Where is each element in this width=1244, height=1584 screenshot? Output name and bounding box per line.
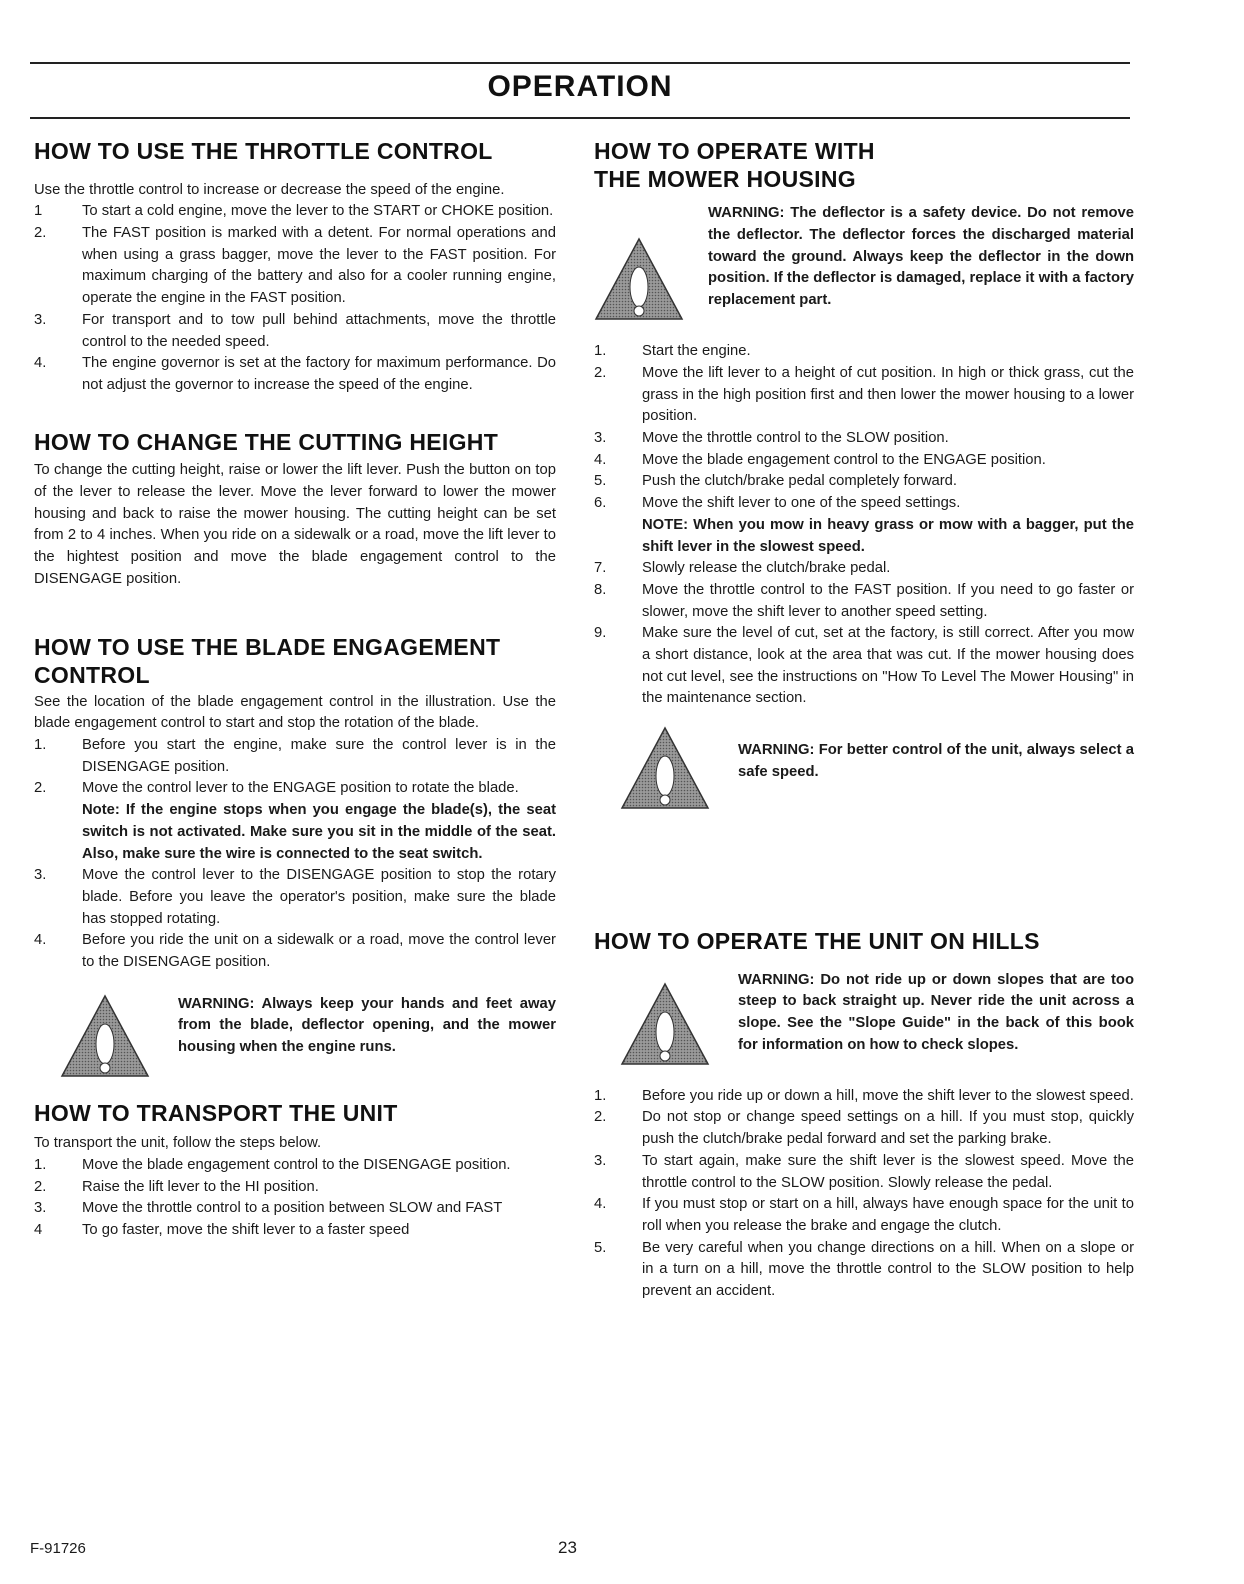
step-text: Move the blade engagement control to the DISENGAGE position.	[82, 1157, 511, 1174]
blade-warning-text: WARNING: Always keep your hands and feet away from the blade, deflector opening, and the mower housing when the engine runs.	[178, 995, 556, 1056]
step-number: 3.	[34, 311, 47, 328]
step-text: Move the shift lever to one of the speed settings.	[642, 495, 961, 512]
list-item	[34, 1177, 556, 1199]
step-text: Move the throttle control to a position between SLOW and FAST	[82, 1200, 503, 1217]
step-text: Move the blade engagement control to the ENGAGE position.	[642, 451, 1046, 468]
list-item	[34, 1198, 556, 1220]
step-number: 2.	[594, 1109, 607, 1126]
page-number: 23	[558, 1538, 577, 1557]
hills-heading: HOW TO OPERATE THE UNIT ON HILLS	[594, 928, 1040, 955]
step-number: 2.	[34, 780, 47, 797]
list-item	[594, 363, 1134, 428]
safe-speed-warning	[594, 726, 1134, 810]
list-item	[34, 223, 556, 310]
list-item	[34, 353, 556, 396]
step-text: Before you ride the unit on a sidewalk or a road, move the control lever to the DISENGAGE position.	[82, 932, 556, 971]
step-text: To go faster, move the shift lever to a faster speed	[82, 1222, 410, 1239]
step-number: 2.	[34, 1178, 47, 1195]
warning-icon	[620, 982, 710, 1066]
deflector-warning-text: WARNING: The deflector is a safety device. Do not remove the deflector. The deflector forces the discharged material toward the ground. Always keep the deflector in the down position. If the deflector is damaged, replace it with a factory replacement part.	[708, 205, 1134, 308]
list-item	[594, 1107, 1134, 1150]
list-item	[34, 1155, 556, 1177]
warning-icon	[60, 994, 150, 1078]
step-text: Move the lift lever to a height of cut position. In high or thick grass, cut the grass in the high position first and then lower the mower housing to a lower position.	[642, 364, 1134, 425]
step-number: 4	[34, 1222, 43, 1239]
mower-housing-heading: HOW TO OPERATE WITH THE MOWER HOUSING	[594, 138, 875, 192]
list-item	[594, 493, 1134, 558]
page-title: OPERATION	[487, 70, 673, 103]
title-rule	[30, 117, 1130, 119]
step-text: Before you start the engine, make sure the control lever is in the DISENGAGE position.	[82, 737, 556, 775]
step-text: Move the control lever to the ENGAGE position to rotate the blade.	[82, 780, 519, 797]
step-text: To start a cold engine, move the lever to the START or CHOKE position.	[82, 203, 554, 220]
throttle-steps	[34, 201, 556, 396]
step-number: 8.	[594, 581, 607, 598]
left-column	[34, 138, 556, 1242]
step-text: The FAST position is marked with a detent. For normal operations and when using a grass bagger, move the lever to the FAST position. For maximum charging of the battery and also for a cooler running engine, operate the engine in the FAST position.	[82, 225, 556, 307]
transport-heading: HOW TO TRANSPORT THE UNIT	[34, 1099, 398, 1126]
blade-engagement-section	[34, 634, 556, 1077]
step-number: 4.	[34, 932, 47, 949]
throttle-section	[34, 138, 556, 397]
step-text: Move the throttle control to the SLOW position.	[642, 430, 949, 446]
step-number: 4.	[594, 1196, 607, 1213]
document-code: F-91726	[30, 1540, 86, 1557]
list-item	[34, 735, 556, 778]
hills-section	[594, 928, 1134, 1303]
cutting-height-text: To change the cutting height, raise or lower the lift lever. Push the button on top of the lever to release the lever. Move the lever forward to lower the mower housing and back to raise the mower housing. The cutting height can be set from 2 to 4 inches. When you ride on a sidewalk or a road, move the lift lever to the hightest position and move the blade engagement control to the DISENGAGE position.	[34, 462, 556, 587]
warning-icon	[594, 237, 684, 321]
list-item	[594, 580, 1134, 623]
list-item	[594, 1194, 1134, 1237]
slope-warning	[594, 970, 1134, 1066]
list-item	[34, 201, 556, 223]
step-number: 1	[34, 203, 43, 220]
step-number: 2.	[594, 364, 607, 381]
list-item	[594, 558, 1134, 580]
right-column	[594, 138, 1134, 1303]
step-number: 7.	[594, 560, 607, 577]
blade-engagement-intro: See the location of the blade engagement control in the illustration. Use the blade engagement control to start and stop the rotation of the blade.	[34, 693, 556, 732]
step-number: 1.	[594, 1087, 607, 1104]
warning-icon	[620, 726, 710, 810]
step-text: Before you ride up or down a hill, move the shift lever to the slowest speed.	[642, 1087, 1134, 1104]
list-item	[594, 1086, 1134, 1108]
step-text: Be very careful when you change directions on a hill. When on a slope or in a turn on a hill, move the throttle control to the SLOW position to help prevent an accident.	[642, 1239, 1134, 1300]
step-text: Move the control lever to the DISENGAGE position to stop the rotary blade. Before you leave the operator's position, make sure the blade has stopped rotating.	[82, 867, 556, 927]
step-number: 3.	[594, 430, 607, 446]
step-number: 3.	[34, 1200, 47, 1217]
step-number: 5.	[594, 473, 607, 490]
mower-housing-section	[594, 138, 1134, 810]
list-item	[34, 778, 556, 865]
step-number: 1.	[594, 343, 607, 360]
blade-engagement-steps	[34, 735, 556, 974]
step-text: Make sure the level of cut, set at the factory, is still correct. After you mow a short distance, look at the area that was cut. If the mower housing does not cut level, see the instructions on "How To Level The Mower Housing" in the maintenance section.	[642, 625, 1134, 707]
throttle-heading: HOW TO USE THE THROTTLE CONTROL	[34, 138, 493, 164]
transport-section	[34, 1100, 556, 1242]
step-number: 6.	[594, 495, 607, 512]
step-note: Note: If the engine stops when you engage the blade(s), the seat switch is not activated. Make sure you sit in the middle of the seat. Also, make sure the wire is connected to the seat switch.	[82, 802, 556, 862]
list-item	[594, 341, 1134, 363]
top-rule	[30, 62, 1130, 64]
step-number: 2.	[34, 225, 47, 241]
step-text: Move the throttle control to the FAST position. If you need to go faster or slower, move the shift lever to another speed setting.	[642, 581, 1134, 620]
mower-housing-steps	[594, 341, 1134, 710]
blade-engagement-heading: HOW TO USE THE BLADE ENGAGEMENT CONTROL	[34, 634, 501, 689]
step-text: Start the engine.	[642, 343, 751, 360]
list-item	[594, 471, 1134, 493]
step-number: 3.	[594, 1152, 607, 1169]
step-note: NOTE: When you mow in heavy grass or mow with a bagger, put the shift lever in the slowest speed.	[642, 516, 1134, 555]
step-number: 4.	[34, 355, 47, 372]
step-number: 5.	[594, 1239, 607, 1256]
hills-steps	[594, 1086, 1134, 1303]
step-text: Slowly release the clutch/brake pedal.	[642, 560, 891, 577]
step-text: If you must stop or start on a hill, always have enough space for the unit to roll when you release the brake and engage the clutch.	[642, 1196, 1134, 1234]
cutting-height-section	[34, 429, 556, 591]
step-number: 3.	[34, 867, 47, 884]
transport-intro: To transport the unit, follow the steps below.	[34, 1135, 322, 1152]
step-number: 9.	[594, 625, 607, 642]
list-item	[594, 1238, 1134, 1303]
slope-warning-text: WARNING: Do not ride up or down slopes that are too steep to back straight up. Never ride the unit across a slope. See the "Slope Guide" in the back of this book for information on how to check slopes.	[738, 971, 1134, 1053]
list-item	[594, 623, 1134, 710]
step-number: 1.	[34, 1157, 47, 1174]
safe-speed-warning-text: WARNING: For better control of the unit, always select a safe speed.	[738, 742, 1134, 780]
list-item	[34, 310, 556, 353]
cutting-height-heading: HOW TO CHANGE THE CUTTING HEIGHT	[34, 428, 499, 455]
step-text: The engine governor is set at the factory for maximum performance. Do not adjust the governor to increase the speed of the engine.	[82, 355, 556, 393]
step-text: For transport and to tow pull behind attachments, move the throttle control to the needed speed.	[82, 311, 556, 350]
transport-steps	[34, 1155, 556, 1242]
list-item	[594, 428, 1134, 450]
step-text: To start again, make sure the shift lever is the slowest speed. Move the throttle control to the SLOW position. Slowly release the pedal.	[642, 1152, 1134, 1191]
step-text: Do not stop or change speed settings on a hill. If you must stop, quickly push the clutch/brake pedal forward and set the parking brake.	[642, 1109, 1134, 1148]
list-item	[34, 865, 556, 930]
list-item	[34, 930, 556, 973]
throttle-intro: Use the throttle control to increase or decrease the speed of the engine.	[34, 181, 505, 198]
list-item	[34, 1220, 556, 1242]
step-number: 1.	[34, 737, 47, 754]
step-text: Push the clutch/brake pedal completely forward.	[642, 473, 958, 490]
step-text: Raise the lift lever to the HI position.	[82, 1178, 319, 1195]
blade-warning	[34, 994, 556, 1078]
step-number: 4.	[594, 451, 607, 468]
deflector-warning	[594, 203, 1134, 321]
list-item	[594, 1151, 1134, 1194]
list-item	[594, 450, 1134, 472]
